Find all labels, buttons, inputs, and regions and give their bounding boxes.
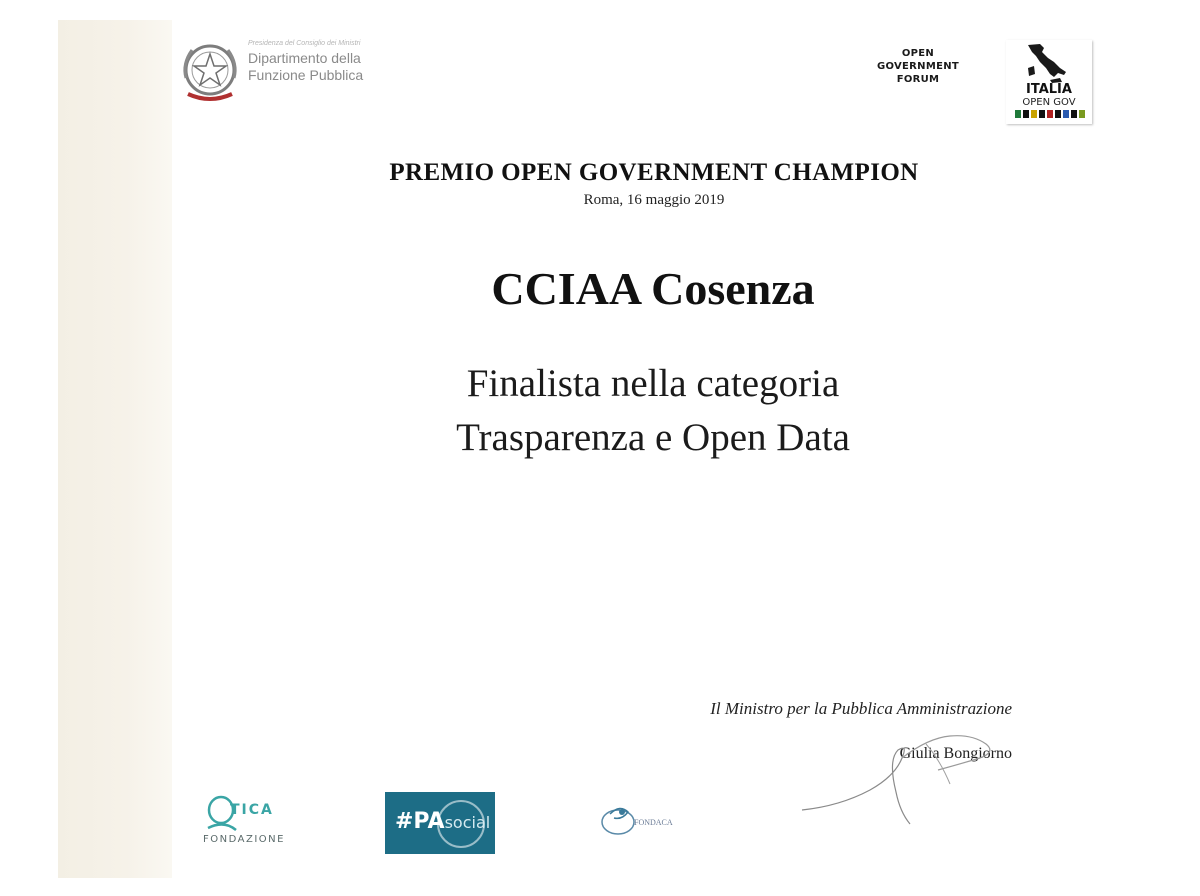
- pasocial-light: social: [444, 813, 491, 832]
- italia-color-bar: [1063, 110, 1069, 118]
- italia-subtitle: OPEN GOV: [1022, 97, 1076, 108]
- otica-fondazione-logo: [196, 790, 292, 856]
- pasocial-main: #PA: [395, 809, 445, 834]
- pa-social-logo: [385, 792, 495, 854]
- fondaca-logo: [598, 800, 688, 850]
- italia-color-bar: [1015, 110, 1021, 118]
- dept-tiny-text: Presidenza del Consiglio dei Ministri: [248, 40, 361, 47]
- otica-name: TICA: [230, 802, 274, 818]
- fondaca-swirl-icon: [598, 800, 638, 846]
- award-category-line-2: Trasparenza e Open Data: [456, 416, 850, 459]
- open-government-forum-logo: [870, 47, 966, 86]
- dept-line-1: Dipartimento della: [248, 50, 361, 66]
- award-recipient: CCIAA Cosenza: [491, 263, 815, 314]
- minister-role: Il Ministro per la Pubblica Amministrazione: [710, 699, 1012, 718]
- italia-title: ITALIA: [1026, 82, 1072, 97]
- minister-name: Giulia Bongiorno: [899, 745, 1012, 762]
- otica-subtitle: FONDAZIONE: [203, 834, 285, 845]
- italia-color-bar: [1023, 110, 1029, 118]
- italia-color-bar: [1071, 110, 1077, 118]
- italia-color-bar: [1039, 110, 1045, 118]
- ogf-line-3: FORUM: [896, 74, 940, 85]
- department-label: [248, 40, 364, 84]
- award-title: PREMIO OPEN GOVERNMENT CHAMPION: [389, 159, 919, 186]
- ogf-line-1: OPEN: [901, 48, 935, 59]
- italy-map-icon: [1020, 42, 1076, 84]
- italia-color-bar: [1047, 110, 1053, 118]
- italia-color-bar: [1031, 110, 1037, 118]
- award-category-line-1: Finalista nella categoria: [466, 362, 840, 405]
- ogf-line-2: GOVERNMENT: [876, 61, 960, 72]
- italia-color-bar: [1079, 110, 1085, 118]
- italian-republic-emblem-icon: [178, 38, 242, 106]
- fondaca-label: FONDACA: [634, 818, 673, 827]
- handwritten-signature: [800, 700, 1030, 830]
- dept-line-2: Funzione Pubblica: [248, 67, 364, 83]
- italia-color-bars: [1015, 110, 1085, 118]
- italia-color-bar: [1055, 110, 1061, 118]
- italia-open-gov-logo: [1006, 40, 1092, 124]
- award-date: Roma, 16 maggio 2019: [583, 192, 725, 208]
